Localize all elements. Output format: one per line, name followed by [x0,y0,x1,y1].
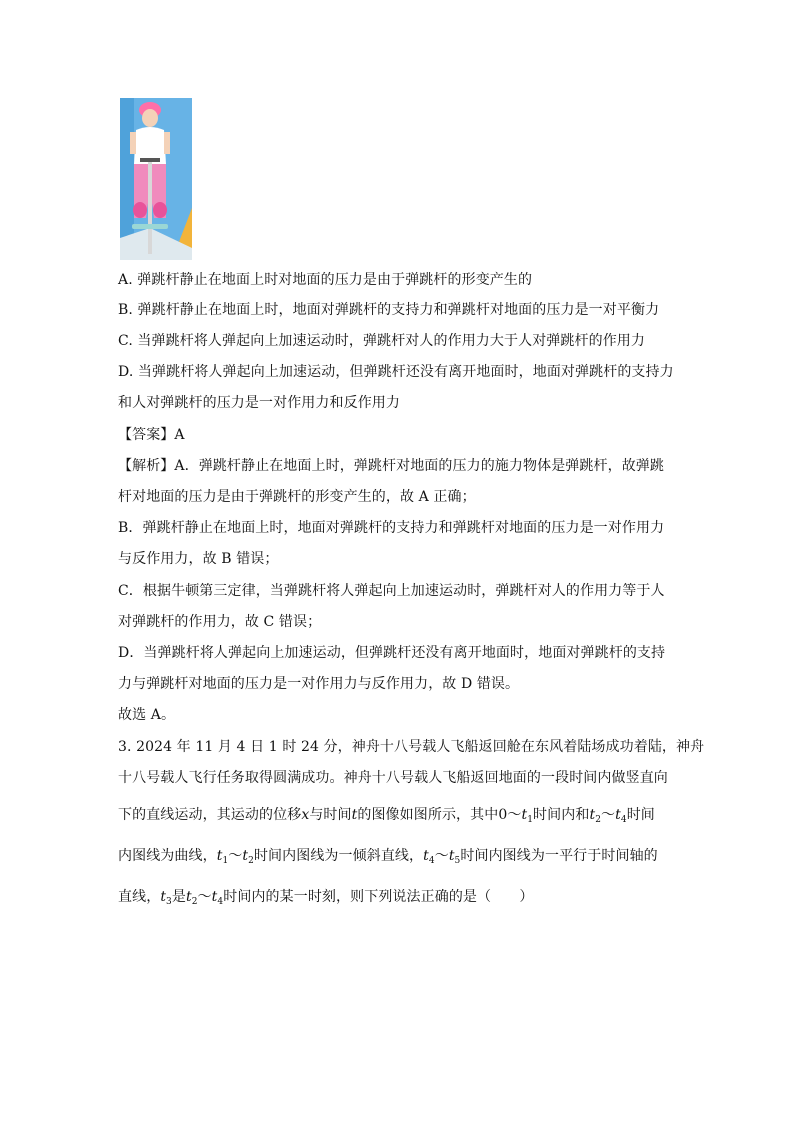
pogo-stick-photo [120,98,192,260]
option-a: A. 弹跳杆静止在地面上时对地面的压力是由于弹跳杆的形变产生的 [118,272,533,288]
analysis-a-line2: 杆对地面的压力是由于弹跳杆的形变产生的，故 A 正确； [118,489,476,505]
option-b: B. 弹跳杆静止在地面上时，地面对弹跳杆的支持力和弹跳杆对地面的压力是一对平衡力 [118,302,660,318]
analysis-d-line1: D．当弹跳杆将人弹起向上加速运动，但弹跳杆还没有离开地面时，地面对弹跳杆的支持 [118,645,666,661]
option-c: C. 当弹跳杆将人弹起向上加速运动时，弹跳杆对人的作用力大于人对弹跳杆的作用力 [118,333,646,349]
option-d-line2: 和人对弹跳杆的压力是一对作用力和反作用力 [118,395,400,411]
analysis-d-line2: 力与弹跳杆对地面的压力是一对作用力与反作用力，故 D 错误。 [118,676,520,692]
analysis-conclusion: 故选 A。 [118,707,176,723]
question3-line5: 直线，$t_3$是$t_2\sim t_4$时间内的某一时刻，则下列说法正确的是（ ） [118,889,534,907]
question3-line2: 十八号载人飞行任务取得圆满成功。神舟十八号载人飞船返回地面的一段时间内做竖直向 [118,770,668,786]
analysis-b-line1: B．弹跳杆静止在地面上时，地面对弹跳杆的支持力和弹跳杆对地面的压力是一对作用力 [118,520,665,536]
analysis-a-line1: 【解析】A．弹跳杆静止在地面上时，弹跳杆对地面的压力的施力物体是弹跳杆，故弹跳 [118,458,665,474]
question3-line3: 下的直线运动，其运动的位移x与时间t的图像如图所示，其中$0\sim t_1$时间内和$t_2\sim t_4$时间 [118,807,655,825]
question3-line4: 内图线为曲线，$t_1\sim t_2$时间内图线为一倾斜直线，$t_4\sim t_5$时间内图线为一平行于时间轴的 [118,848,658,866]
analysis-c-line2: 对弹跳杆的作用力，故 C 错误； [118,614,322,630]
analysis-b-line2: 与反作用力，故 B 错误； [118,551,279,567]
option-d-line1: D. 当弹跳杆将人弹起向上加速运动，但弹跳杆还没有离开地面时，地面对弹跳杆的支持力 [118,364,674,380]
answer: 【答案】A [118,427,185,443]
pogo-stick-illustration [120,98,192,260]
analysis-c-line1: C．根据牛顿第三定律，当弹跳杆将人弹起向上加速运动时，弹跳杆对人的作用力等于人 [118,583,665,599]
question3-line1: 3. 2024 年 11 月 4 日 1 时 24 分，神舟十八号载人飞船返回舱在东风着陆场成功着陆，神舟 [118,739,705,755]
